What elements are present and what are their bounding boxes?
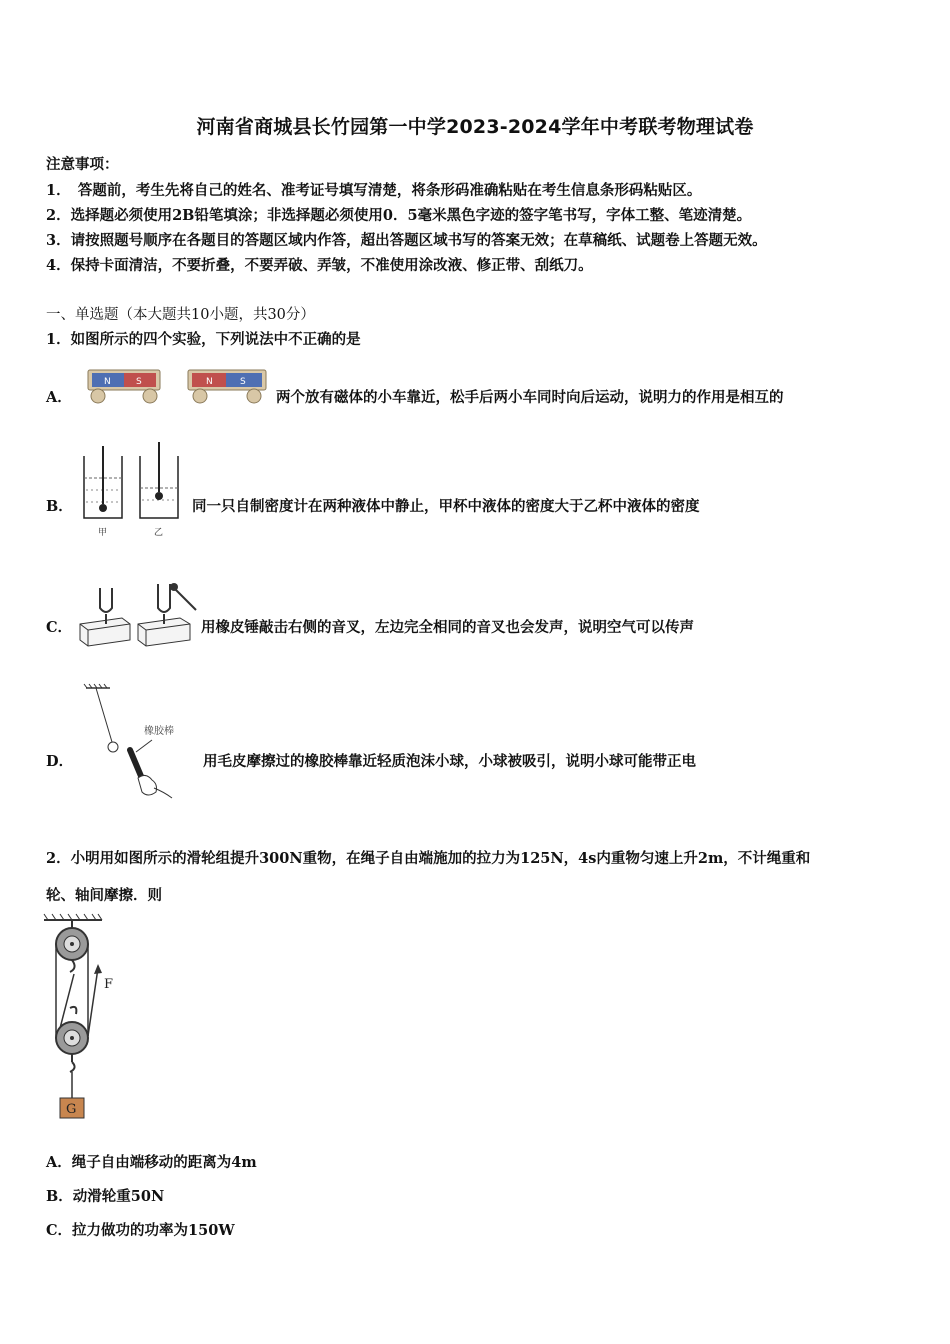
exam-title: 河南省商城县长竹园第一中学2023-2024学年中考联考物理试卷 (196, 116, 754, 138)
note-item-1: 1． 答题前，考生先将自己的姓名、准考证号填写清楚，将条形码准确粘贴在考生信息条形码粘贴区。 (46, 182, 702, 199)
q1-option-b-text: 同一只自制密度计在两种液体中静止，甲杯中液体的密度大于乙杯中液体的密度 (192, 498, 700, 515)
q1-option-c-label: C． (46, 619, 73, 636)
q2-option-b-label: B． (46, 1188, 73, 1205)
q2-option-b (46, 1185, 164, 1206)
magnet-label-n1: N (104, 377, 111, 387)
pulley-system-figure (40, 912, 130, 1122)
section-heading: 一、单选题（本大题共10小题，共30分） (46, 307, 315, 323)
q1-option-a-label: A． (46, 389, 72, 406)
force-label: F (104, 977, 114, 992)
q1-option-d-label: D． (46, 753, 74, 770)
question-1-stem: 1．如图所示的四个实验，下列说法中不正确的是 (46, 331, 361, 348)
note-item-3: 3．请按照题号顺序在各题目的答题区域内作答，超出答题区域书写的答案无效；在草稿纸、试题卷上答题无效。 (46, 232, 767, 249)
q1-option-d-text: 用毛皮摩擦过的橡胶棒靠近轻质泡沫小球，小球被吸引，说明小球可能带正电 (203, 753, 696, 770)
tuning-fork-figure (76, 578, 206, 650)
q1-option-c-text: 用橡皮锤敲击右侧的音叉，左边完全相同的音叉也会发声，说明空气可以传声 (201, 619, 694, 636)
q2-option-a-text: 绳子自由端移动的距离为4m (71, 1154, 257, 1171)
cup-label-yi: 乙 (154, 528, 164, 538)
q2-option-c-label: C． (46, 1222, 73, 1239)
q2-option-a-label: A． (46, 1154, 72, 1171)
q1-option-b-label: B． (46, 498, 73, 515)
cup-label-jia: 甲 (98, 528, 108, 538)
magnet-label-s2: S (240, 377, 246, 387)
q2-option-b-text: 动滑轮重50N (72, 1188, 165, 1205)
weight-label: G (66, 1102, 77, 1117)
note-item-2: 2．选择题必须使用2B铅笔填涂；非选择题必须使用0．5毫米黑色字迹的签字笔书写，字体工整、笔迹清楚。 (46, 207, 752, 224)
q1-option-a-text: 两个放有磁体的小车靠近，松手后两小车同时向后运动，说明力的作用是相互的 (276, 389, 784, 406)
magnet-label-s1: S (136, 377, 142, 387)
q2-option-a (46, 1151, 257, 1172)
q2-option-c-text: 拉力做功的功率为150W (72, 1222, 235, 1239)
question-2-stem-line1: 2．小明用如图所示的滑轮组提升300N重物，在绳子自由端施加的拉力为125N，4s内重物匀速上升2m，不计绳重和 (46, 850, 811, 867)
notes-heading: 注意事项： (46, 156, 119, 173)
pith-ball-figure (80, 684, 192, 804)
density-meter-figure (78, 440, 190, 538)
magnet-label-n2: N (206, 377, 213, 387)
magnet-carts-figure (84, 364, 274, 410)
rubber-rod-label: 橡胶棒 (144, 726, 174, 737)
q2-option-c (46, 1219, 235, 1240)
note-item-4: 4．保持卡面清洁，不要折叠，不要弄破、弄皱，不准使用涂改液、修正带、刮纸刀。 (46, 257, 593, 274)
question-2-stem-line2: 轮、轴间摩擦．则 (46, 887, 162, 904)
